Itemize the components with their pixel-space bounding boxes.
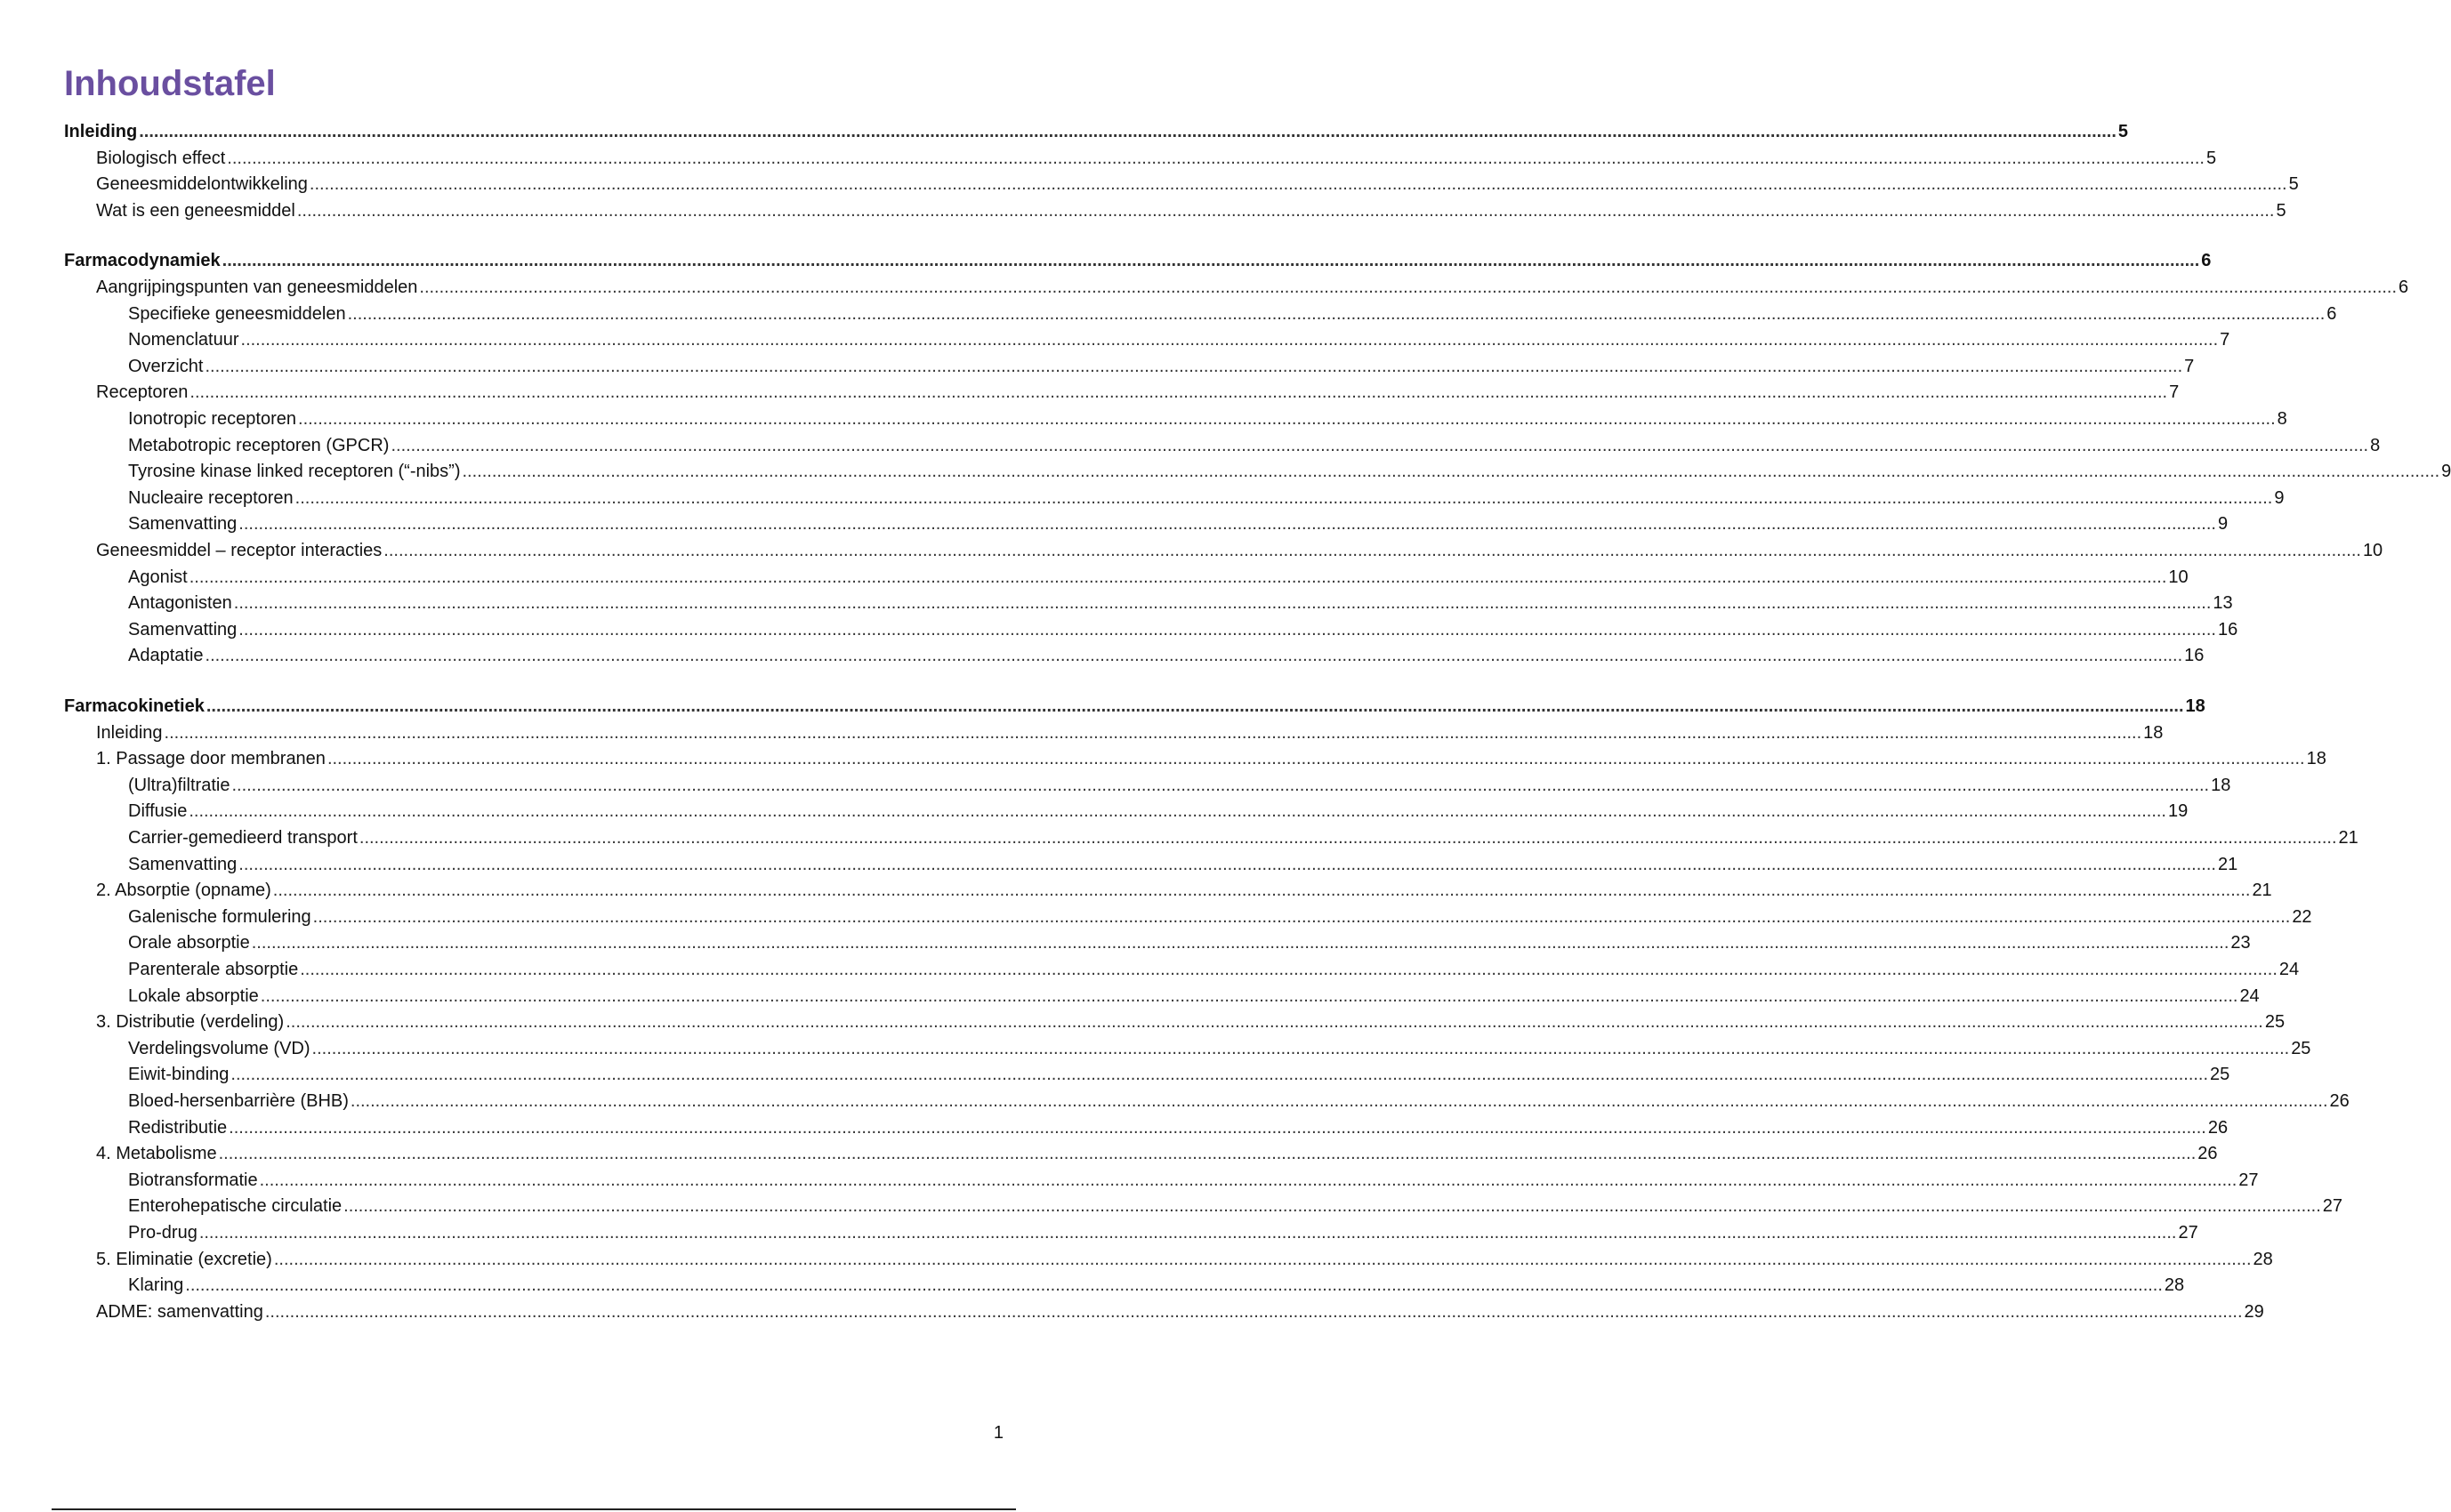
toc-entry-label: 1. Passage door membranen: [96, 749, 326, 769]
toc-subsection-entry[interactable]: [64, 508, 2229, 535]
toc-dot-leader: ................................................................................................................................................................................................................................................................................................................................................................................................................: [359, 828, 2337, 848]
toc-dot-leader: ................................................................................................................................................................................................................................................................................................................................................................................................................: [311, 1038, 2290, 1058]
toc-subsection-entry[interactable]: [64, 795, 2189, 822]
toc-subsection-entry[interactable]: [64, 769, 2231, 796]
toc-entry-label: 3. Distributie (verdeling): [96, 1012, 285, 1033]
toc-entry-page: 9: [2274, 487, 2285, 508]
toc-dot-leader: ................................................................................................................................................................................................................................................................................................................................................................................................................: [462, 462, 2440, 482]
toc-entry-page: 7: [2184, 356, 2195, 376]
toc-dot-leader: ................................................................................................................................................................................................................................................................................................................................................................................................................: [294, 487, 2273, 508]
toc-entry-label: Agonist: [128, 567, 188, 587]
toc-entry-label: Ionotropic receptoren: [128, 409, 297, 429]
toc-dot-leader: ................................................................................................................................................................................................................................................................................................................................................................................................................: [238, 619, 2216, 639]
toc-dot-leader: ................................................................................................................................................................................................................................................................................................................................................................................................................: [231, 775, 2210, 795]
toc-entry-page: 25: [2291, 1038, 2311, 1058]
toc-entry-label: Pro-drug: [128, 1223, 198, 1243]
toc-dot-leader: ................................................................................................................................................................................................................................................................................................................................................................................................................: [419, 277, 2398, 297]
toc-entry-label: Antagonisten: [128, 593, 232, 614]
toc-entry-page: 10: [2168, 567, 2189, 587]
toc-dot-leader: ................................................................................................................................................................................................................................................................................................................................................................................................................: [260, 985, 2238, 1006]
toc-dot-leader: ................................................................................................................................................................................................................................................................................................................................................................................................................: [205, 646, 2183, 666]
toc-entry-label: Eiwit-binding: [128, 1065, 230, 1085]
toc-subsection-entry[interactable]: [64, 614, 2238, 640]
toc-entry-page: 29: [2244, 1301, 2264, 1322]
toc-entry-label: Metabotropic receptoren (GPCR): [128, 435, 390, 455]
toc-entry-label: Carrier-gemedieerd transport: [128, 828, 358, 848]
toc-entry-label: Inleiding: [64, 122, 138, 141]
toc-subsection-entry[interactable]: [64, 1190, 2343, 1217]
toc-subsection-entry[interactable]: [64, 1164, 2259, 1191]
toc-dot-leader: ................................................................................................................................................................................................................................................................................................................................................................................................................: [198, 1223, 2177, 1243]
toc-entry-label: Nomenclatuur: [128, 330, 239, 350]
toc-entry-label: 5. Eliminatie (excretie): [96, 1249, 272, 1269]
toc-entry-label: Aangrijpingspunten van geneesmiddelen: [96, 277, 418, 297]
toc-entry-page: 21: [2217, 854, 2238, 874]
toc-section-entry[interactable]: [64, 168, 2299, 195]
toc-entry-label: Bloed-hersenbarrière (BHB): [128, 1091, 349, 1111]
toc-subsection-entry[interactable]: [64, 350, 2195, 377]
toc-entry-page: 28: [2253, 1249, 2273, 1269]
toc-dot-leader: ................................................................................................................................................................................................................................................................................................................................................................................................................: [259, 1170, 2237, 1190]
toc-entry-page: 24: [2239, 985, 2260, 1006]
toc-entry-page: 9: [2441, 462, 2451, 482]
toc-entry-label: Farmacokinetiek: [64, 696, 205, 716]
toc-dot-leader: ................................................................................................................................................................................................................................................................................................................................................................................................................: [383, 541, 2361, 560]
toc-dot-leader: ................................................................................................................................................................................................................................................................................................................................................................................................................: [218, 1144, 2197, 1164]
toc-entry-label: Receptoren: [96, 382, 189, 403]
toc-dot-leader: ................................................................................................................................................................................................................................................................................................................................................................................................................: [189, 567, 2167, 587]
page-number: 1: [993, 1423, 1004, 1443]
toc-dot-leader: ................................................................................................................................................................................................................................................................................................................................................................................................................: [272, 881, 2251, 901]
toc-dot-leader: ................................................................................................................................................................................................................................................................................................................................................................................................................: [251, 933, 2229, 953]
toc-dot-leader: ................................................................................................................................................................................................................................................................................................................................................................................................................: [206, 696, 2184, 716]
toc-dot-leader: ................................................................................................................................................................................................................................................................................................................................................................................................................: [286, 1012, 2263, 1033]
toc-entry-page: 28: [2164, 1275, 2185, 1296]
toc-dot-leader: ................................................................................................................................................................................................................................................................................................................................................................................................................: [139, 122, 2116, 141]
toc-entry-label: Samenvatting: [128, 854, 238, 874]
toc-entry-label: Nucleaire receptoren: [128, 487, 294, 508]
toc-dot-leader: ................................................................................................................................................................................................................................................................................................................................................................................................................: [298, 409, 2276, 429]
toc-dot-leader: ................................................................................................................................................................................................................................................................................................................................................................................................................: [300, 960, 2278, 979]
toc-entry-label: Farmacodynamiek: [64, 251, 221, 271]
toc-subsection-entry[interactable]: [64, 822, 2358, 848]
toc-entry-page: 21: [2338, 828, 2358, 848]
toc-subsection-entry[interactable]: [64, 848, 2238, 875]
toc-section-entry[interactable]: [64, 271, 2409, 298]
toc-entry-label: Biologisch effect: [96, 148, 226, 168]
toc-subsection-entry[interactable]: [64, 298, 2337, 325]
toc-entry-label: Galenische formulering: [128, 906, 311, 927]
toc-dot-leader: ................................................................................................................................................................................................................................................................................................................................................................................................................: [189, 382, 2168, 403]
toc-entry-label: Adaptatie: [128, 646, 204, 666]
toc-dot-leader: ................................................................................................................................................................................................................................................................................................................................................................................................................: [391, 435, 2369, 455]
toc-dot-leader: ................................................................................................................................................................................................................................................................................................................................................................................................................: [264, 1301, 2243, 1322]
toc-entry-page: 10: [2362, 541, 2383, 560]
toc-entry-page: 5: [2117, 122, 2128, 141]
toc-subsection-entry[interactable]: [64, 430, 2381, 456]
toc-subsection-entry[interactable]: [64, 1269, 2185, 1296]
toc-section-entry[interactable]: [64, 142, 2217, 169]
toc-subsection-entry[interactable]: [64, 482, 2285, 509]
toc-subsection-entry[interactable]: [64, 901, 2312, 928]
toc-entry-page: 16: [2217, 619, 2238, 639]
toc-entry-page: 8: [2370, 435, 2381, 455]
toc-subsection-entry[interactable]: [64, 980, 2260, 1007]
toc-section-entry[interactable]: [64, 1138, 2218, 1164]
toc-entry-label: Verdelingsvolume (VD): [128, 1038, 310, 1058]
toc-entry-label: (Ultra)filtratie: [128, 775, 230, 795]
toc-section-entry[interactable]: [64, 1006, 2286, 1033]
toc-entry-label: Lokale absorptie: [128, 985, 259, 1006]
toc-subsection-entry[interactable]: [64, 403, 2287, 430]
toc-entry-label: Redistributie: [128, 1117, 228, 1138]
toc-dot-leader: ................................................................................................................................................................................................................................................................................................................................................................................................................: [350, 1091, 2328, 1111]
toc-entry-page: 7: [2169, 382, 2180, 403]
toc-entry-page: 24: [2278, 960, 2300, 979]
toc-entry-page: 27: [2322, 1196, 2343, 1217]
toc-entry-label: Wat is een geneesmiddel: [96, 200, 295, 221]
toc-entry-label: Geneesmiddelontwikkeling: [96, 174, 308, 195]
toc-entry-page: 26: [2197, 1144, 2218, 1164]
toc-entry-page: 18: [2211, 775, 2231, 795]
toc-subsection-entry[interactable]: [64, 639, 2205, 666]
toc-subsection-entry[interactable]: [64, 1085, 2350, 1112]
toc-chapter-entry[interactable]: [64, 245, 2212, 271]
toc-dot-leader: ................................................................................................................................................................................................................................................................................................................................................................................................................: [347, 303, 2326, 324]
toc-entry-label: Samenvatting: [128, 514, 238, 535]
toc-section-entry[interactable]: [64, 1243, 2273, 1270]
toc-entry-page: 16: [2184, 646, 2205, 666]
toc-entry-label: 2. Absorptie (opname): [96, 881, 271, 901]
toc-entry-label: Diffusie: [128, 801, 188, 822]
toc-entry-page: 18: [2306, 749, 2326, 769]
toc-subsection-entry[interactable]: [64, 1112, 2229, 1138]
toc-dot-leader: ................................................................................................................................................................................................................................................................................................................................................................................................................: [229, 1117, 2206, 1138]
toc-section-entry[interactable]: [64, 376, 2180, 403]
toc-entry-page: 23: [2230, 933, 2251, 953]
toc-entry-page: 27: [2178, 1223, 2198, 1243]
toc-dot-leader: ................................................................................................................................................................................................................................................................................................................................................................................................................: [309, 174, 2287, 195]
toc-entry-page: 6: [2201, 251, 2212, 271]
toc-entry-page: 25: [2264, 1012, 2286, 1033]
toc-dot-leader: ................................................................................................................................................................................................................................................................................................................................................................................................................: [185, 1275, 2163, 1296]
toc-section-entry[interactable]: [64, 1296, 2264, 1323]
toc-entry-label: Klaring: [128, 1275, 184, 1296]
toc-dot-leader: ................................................................................................................................................................................................................................................................................................................................................................................................................: [240, 330, 2219, 350]
toc-subsection-entry[interactable]: [64, 587, 2233, 614]
toc-section-entry[interactable]: [64, 743, 2326, 769]
toc-entry-page: 18: [2185, 696, 2205, 716]
toc-dot-leader: ................................................................................................................................................................................................................................................................................................................................................................................................................: [312, 906, 2291, 927]
toc-dot-leader: ................................................................................................................................................................................................................................................................................................................................................................................................................: [296, 200, 2275, 221]
toc-dot-leader: ................................................................................................................................................................................................................................................................................................................................................................................................................: [238, 514, 2216, 535]
toc-chapter-entry[interactable]: [64, 116, 2128, 142]
toc-dot-leader: ................................................................................................................................................................................................................................................................................................................................................................................................................: [273, 1249, 2252, 1269]
toc-entry-label: Specifieke geneesmiddelen: [128, 303, 346, 324]
toc-entry-label: Biotransformatie: [128, 1170, 258, 1190]
toc-entry-label: Enterohepatische circulatie: [128, 1196, 343, 1217]
toc-dot-leader: ................................................................................................................................................................................................................................................................................................................................................................................................................: [189, 801, 2166, 822]
toc-dot-leader: ................................................................................................................................................................................................................................................................................................................................................................................................................: [222, 251, 2200, 271]
toc-subsection-entry[interactable]: [64, 1058, 2230, 1085]
toc-entry-page: 6: [2399, 277, 2409, 297]
footer-divider: [52, 1508, 1016, 1510]
toc-entry-label: 4. Metabolisme: [96, 1144, 217, 1164]
toc-entry-page: 19: [2167, 801, 2189, 822]
toc-entry-page: 27: [2238, 1170, 2259, 1190]
toc-entry-page: 8: [2277, 409, 2287, 429]
toc-entry-page: 22: [2292, 906, 2312, 927]
toc-section-entry[interactable]: [64, 195, 2286, 221]
toc-entry-label: Geneesmiddel – receptor interacties: [96, 541, 383, 560]
toc-entry-page: 6: [2326, 303, 2337, 324]
toc-dot-leader: ................................................................................................................................................................................................................................................................................................................................................................................................................: [205, 356, 2183, 376]
toc-entry-label: ADME: samenvatting: [96, 1301, 263, 1322]
toc-dot-leader: ................................................................................................................................................................................................................................................................................................................................................................................................................: [233, 593, 2212, 614]
toc-entry-page: 5: [2276, 200, 2286, 221]
toc-entry-page: 9: [2217, 514, 2229, 535]
toc-entry-label: Parenterale absorptie: [128, 960, 299, 979]
toc-subsection-entry[interactable]: [64, 953, 2300, 980]
toc-entry-page: 13: [2213, 593, 2233, 614]
toc-entry-page: 25: [2210, 1065, 2230, 1085]
toc-dot-leader: ................................................................................................................................................................................................................................................................................................................................................................................................................: [230, 1065, 2209, 1085]
toc-entry-page: 21: [2252, 881, 2272, 901]
toc-section-entry[interactable]: [64, 717, 2164, 744]
toc-dot-leader: ................................................................................................................................................................................................................................................................................................................................................................................................................: [343, 1196, 2321, 1217]
toc-entry-page: 26: [2329, 1091, 2350, 1111]
toc-subsection-entry[interactable]: [64, 561, 2189, 588]
toc-entry-page: 7: [2220, 330, 2230, 350]
toc-entry-page: 18: [2143, 722, 2164, 743]
toc-entry-page: 5: [2205, 148, 2217, 168]
toc-entry-label: Samenvatting: [128, 619, 238, 639]
toc-subsection-entry[interactable]: [64, 324, 2230, 350]
page-title: Inhoudstafel: [64, 64, 276, 103]
toc-entry-label: Orale absorptie: [128, 933, 250, 953]
toc-dot-leader: ................................................................................................................................................................................................................................................................................................................................................................................................................: [238, 854, 2216, 874]
toc-subsection-entry[interactable]: [64, 1033, 2311, 1059]
toc-subsection-entry[interactable]: [64, 455, 2451, 482]
toc-section-entry[interactable]: [64, 874, 2272, 901]
toc-dot-leader: ................................................................................................................................................................................................................................................................................................................................................................................................................: [227, 148, 2205, 168]
toc-entry-label: Tyrosine kinase linked receptoren (“-nibs”): [128, 462, 461, 482]
toc-entry-page: 26: [2207, 1117, 2229, 1138]
toc-subsection-entry[interactable]: [64, 1217, 2198, 1243]
toc-chapter-entry[interactable]: [64, 690, 2205, 717]
toc-subsection-entry[interactable]: [64, 927, 2251, 953]
toc-section-entry[interactable]: [64, 535, 2383, 561]
toc-entry-label: Inleiding: [96, 722, 163, 743]
toc-dot-leader: ................................................................................................................................................................................................................................................................................................................................................................................................................: [327, 749, 2305, 769]
toc-dot-leader: ................................................................................................................................................................................................................................................................................................................................................................................................................: [164, 722, 2142, 743]
toc-entry-label: Overzicht: [128, 356, 204, 376]
toc-entry-page: 5: [2288, 174, 2299, 195]
